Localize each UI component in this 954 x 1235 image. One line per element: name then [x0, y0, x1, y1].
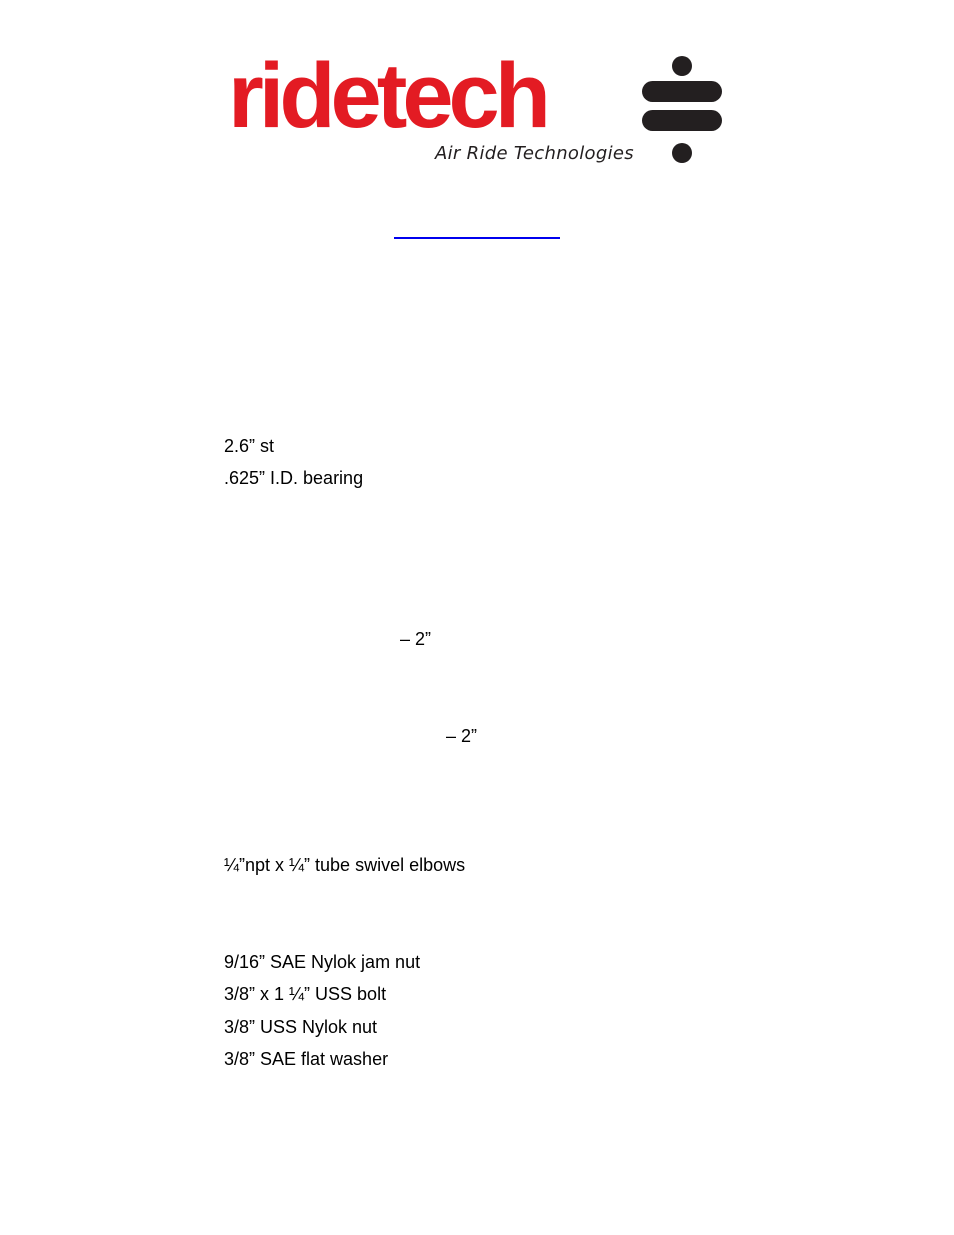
logo-wordmark: ridetech: [228, 45, 546, 147]
logo-tagline: Air Ride Technologies: [435, 143, 634, 164]
part-line-dash-2: – 2”: [446, 726, 478, 746]
part-line-bearing: .625” I.D. bearing: [224, 468, 364, 488]
suspension-mark-icon: [642, 55, 722, 165]
part-line-jam-nut: 9/16” SAE Nylok jam nut: [224, 952, 421, 972]
part-line-stroke: 2.6” st: [224, 436, 275, 456]
part-line-bolt: 3/8” x 1 ¼” USS bolt: [224, 984, 387, 1004]
part-line-nylok-nut: 3/8” USS Nylok nut: [224, 1017, 378, 1037]
part-line-dash-1: – 2”: [400, 629, 432, 649]
part-line-elbows: ¼”npt x ¼” tube swivel elbows: [224, 855, 466, 875]
ridetech-logo: [228, 45, 728, 175]
hyperlink-underline[interactable]: [394, 237, 560, 239]
part-line-washer: 3/8” SAE flat washer: [224, 1049, 389, 1069]
